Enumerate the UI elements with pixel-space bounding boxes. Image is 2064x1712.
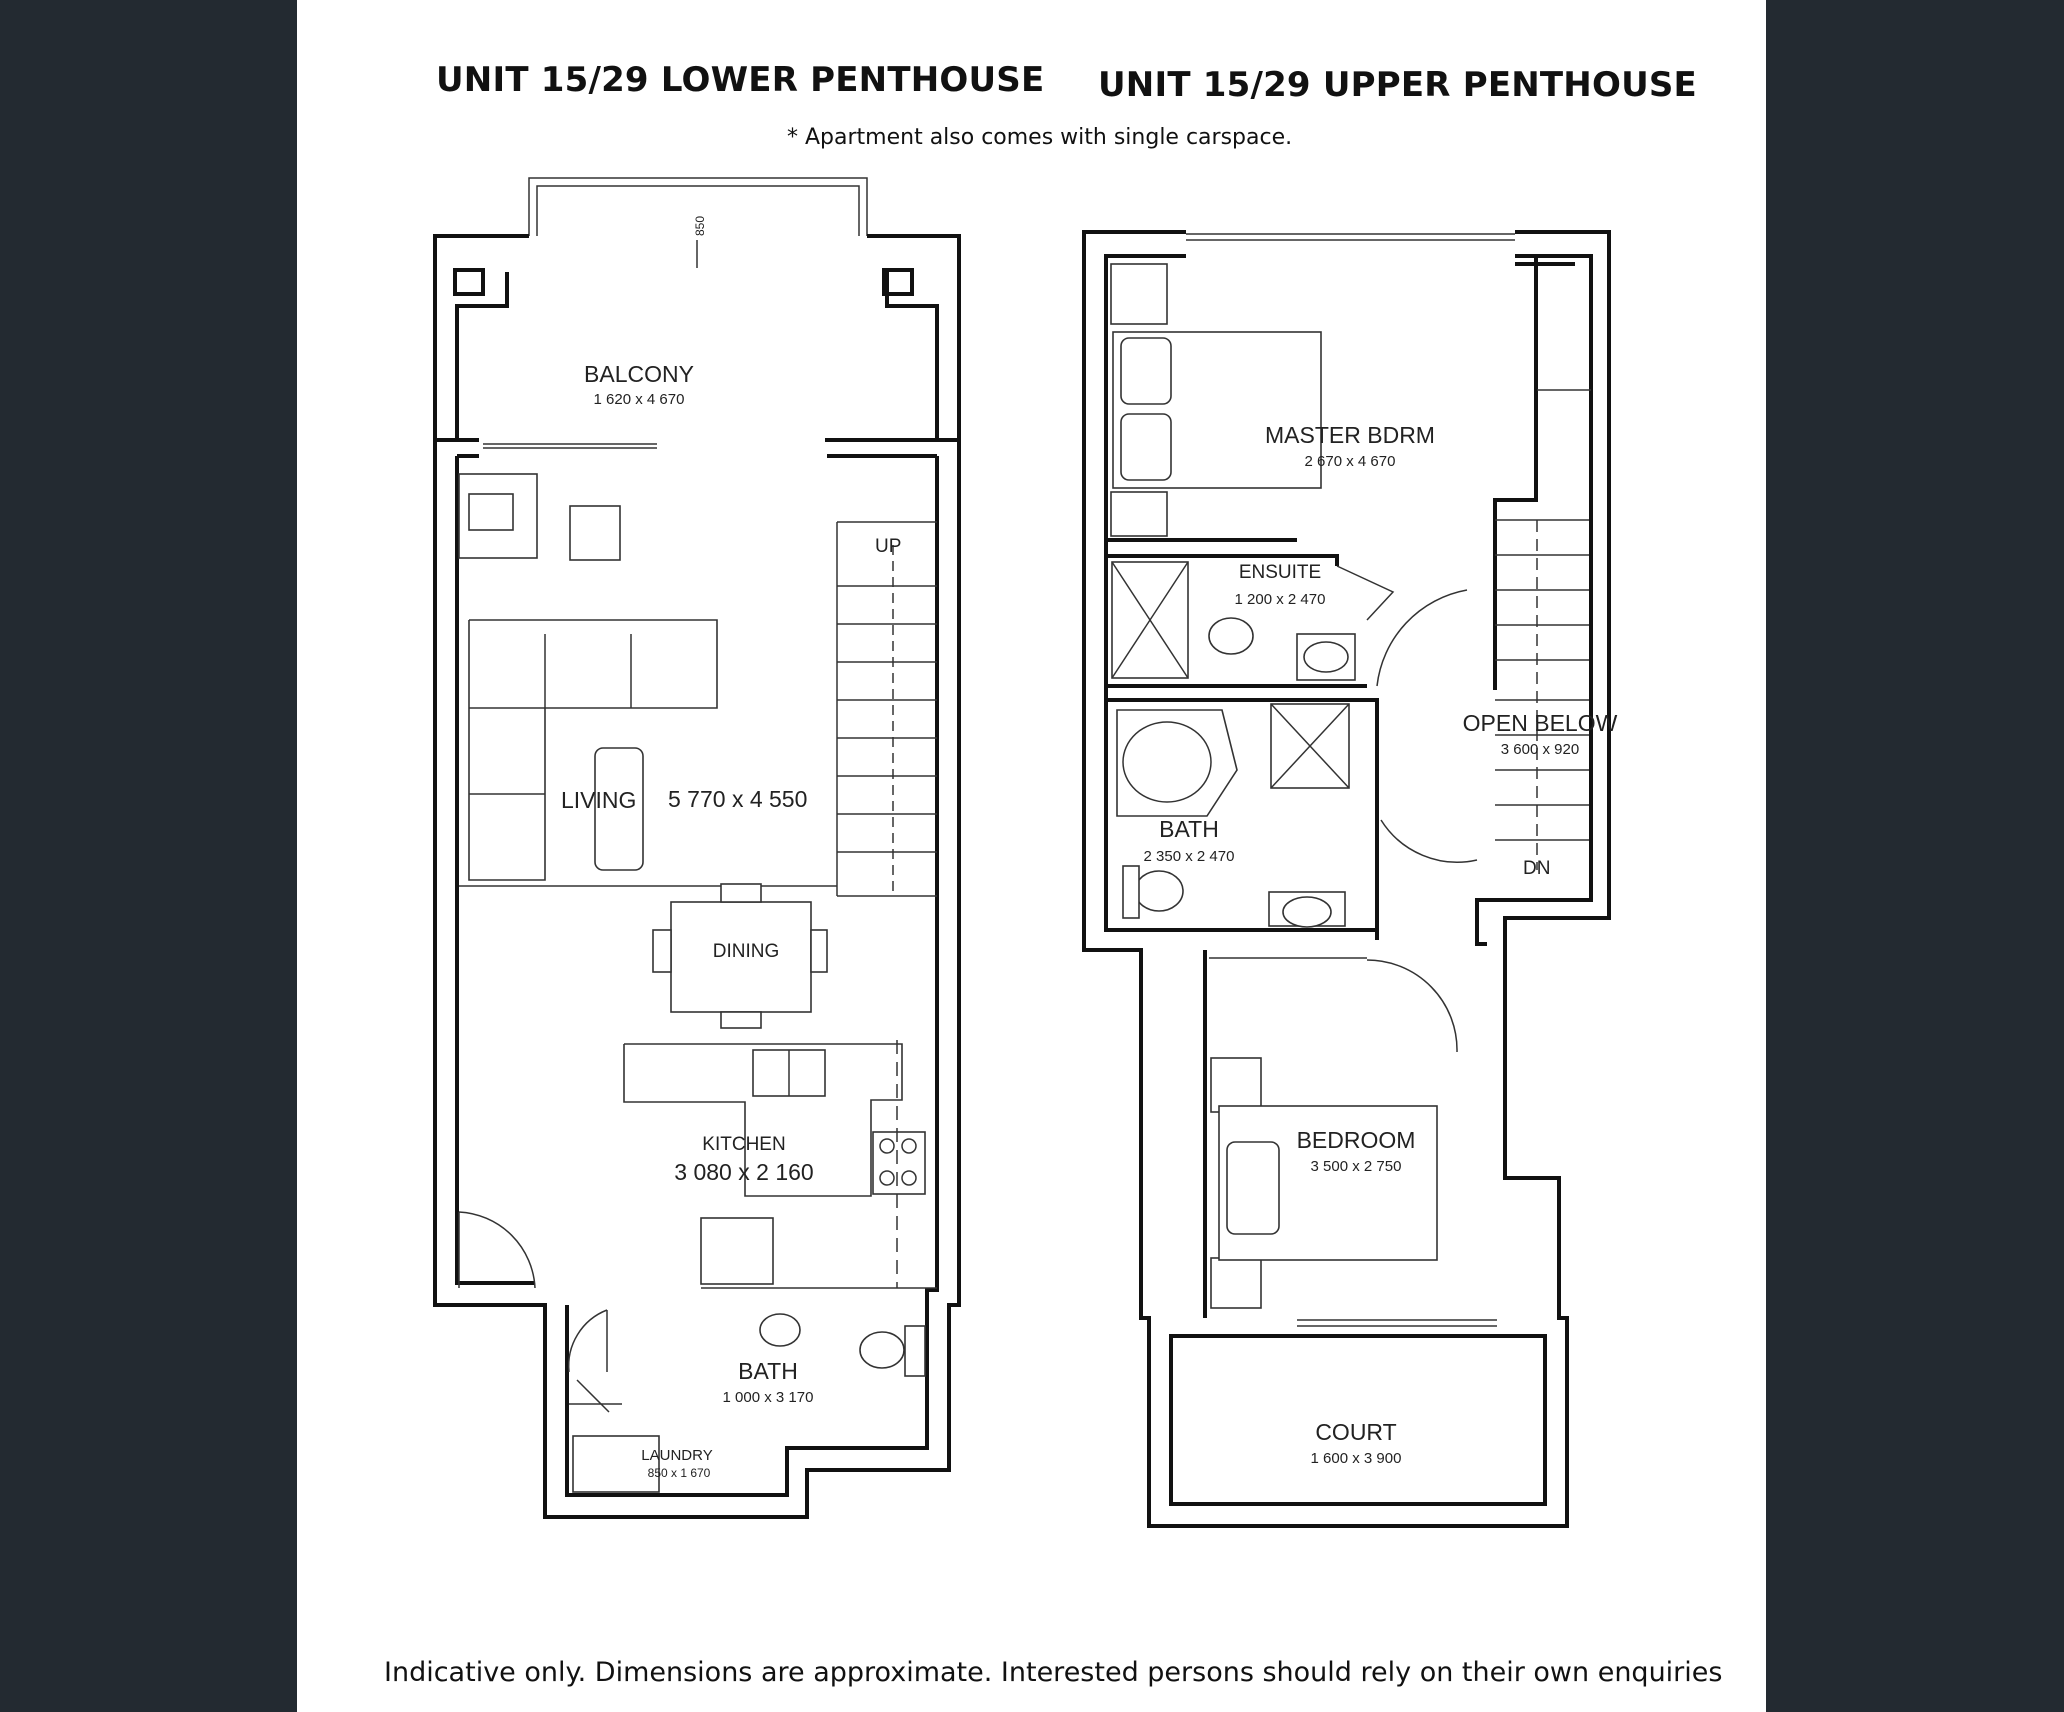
ensuite-label: ENSUITE — [1238, 562, 1322, 583]
cooktop — [873, 1132, 925, 1194]
stairs-down-label: DN — [1523, 858, 1551, 879]
bedside-table — [1211, 1258, 1261, 1308]
laundry-size: 850 x 1 670 — [647, 1466, 711, 1480]
upper-bath-label: BATH — [1159, 816, 1219, 842]
upper-plan — [1084, 232, 1618, 1526]
master-bed — [1113, 332, 1321, 488]
kitchen-label: KITCHEN — [702, 1134, 786, 1155]
master-size: 2 670 x 4 670 — [1304, 453, 1396, 470]
disclaimer: Indicative only. Dimensions are approximate. Interested persons should rely on their own enquiries — [384, 1657, 1723, 1688]
balcony-inner-right — [887, 272, 937, 440]
bedroom-label: BEDROOM — [1296, 1127, 1416, 1153]
ensuite-size: 1 200 x 2 470 — [1234, 591, 1326, 608]
court-label: COURT — [1315, 1419, 1397, 1445]
carspace-note: * Apartment also comes with single carspace. — [787, 125, 1293, 150]
fridge — [701, 1218, 773, 1284]
open-below-label: OPEN BELOW — [1462, 710, 1618, 736]
balcony-size: 1 620 x 4 670 — [593, 391, 685, 408]
bedside-table — [1111, 264, 1167, 324]
bedroom-size: 3 500 x 2 750 — [1310, 1158, 1402, 1175]
stairs-up — [837, 522, 937, 896]
upper-bath-size: 2 350 x 2 470 — [1143, 848, 1235, 865]
lower-bath-size: 1 000 x 3 170 — [722, 1389, 814, 1406]
bathtub — [1117, 710, 1237, 816]
living-label: LIVING — [561, 787, 637, 813]
living-size: 5 770 x 4 550 — [668, 786, 808, 812]
lower-penthouse-title: UNIT 15/29 LOWER PENTHOUSE — [436, 60, 1045, 100]
open-below-size: 3 600 x 920 — [1500, 741, 1580, 758]
balcony-label: BALCONY — [584, 361, 694, 387]
bedside-table — [1111, 492, 1167, 536]
laundry-tub — [573, 1436, 659, 1492]
bedside-table — [1211, 1058, 1261, 1112]
entry-door-swing — [459, 1212, 535, 1288]
desk-chair — [469, 494, 513, 530]
bath-toilet — [1135, 871, 1183, 911]
laundry-label: LAUNDRY — [641, 1447, 713, 1464]
dining-label: DINING — [712, 941, 780, 962]
side-table — [570, 506, 620, 560]
lower-plan — [435, 178, 959, 1517]
floor-plan-drawing — [297, 0, 1766, 1712]
balcony-extension-dim: 850 — [693, 215, 707, 236]
toilet — [860, 1332, 904, 1368]
sofa — [469, 620, 717, 880]
balcony-post-left — [455, 270, 483, 294]
upper-penthouse-title: UNIT 15/29 UPPER PENTHOUSE — [1098, 65, 1697, 105]
basin — [760, 1314, 800, 1346]
stairs-down — [1495, 520, 1589, 870]
master-label: MASTER BDRM — [1265, 422, 1435, 448]
kitchen-size: 3 080 x 2 160 — [674, 1159, 814, 1185]
lower-bath-label: BATH — [738, 1358, 798, 1384]
court-size: 1 600 x 3 900 — [1310, 1450, 1402, 1467]
stairs-up-label: UP — [875, 536, 902, 557]
ensuite-toilet — [1209, 618, 1253, 654]
balcony-inner-left — [457, 272, 507, 440]
balcony-wall-left — [435, 236, 529, 440]
floor-plan-sheet — [297, 0, 1766, 1712]
balcony-wall-right — [867, 236, 959, 440]
